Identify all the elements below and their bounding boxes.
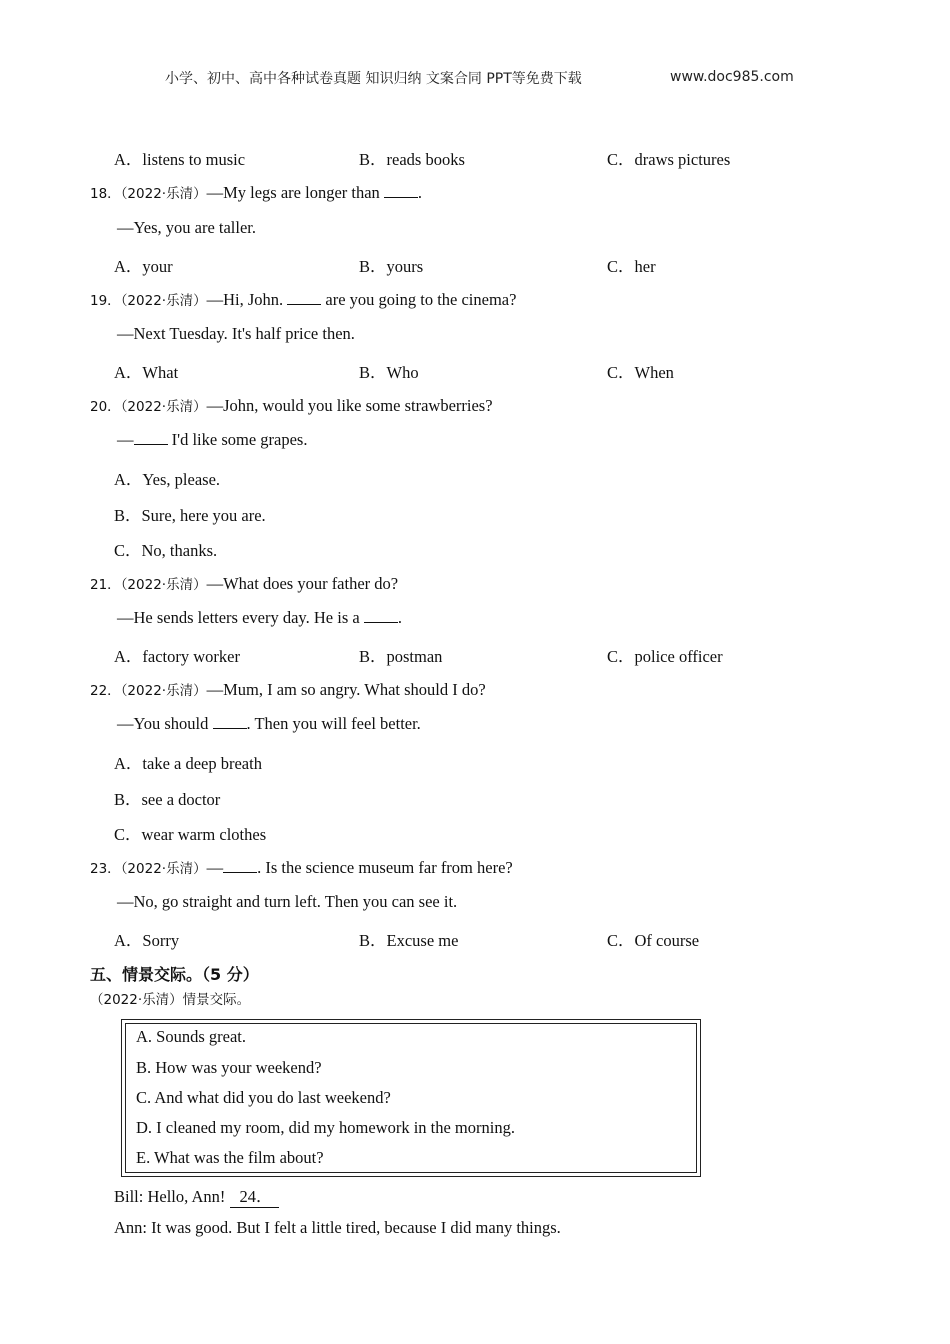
question-number: 20． [90,399,121,415]
q23-reply: —No, go straight and turn left. Then you can see it. [117,892,458,911]
reply-text: —You should [117,714,213,733]
answer-blank [213,728,247,729]
question-number: 19． [90,293,121,309]
question-text: —Mum, I am so angry. What should I do? [206,680,486,699]
q20-option-c: C．No, thanks. [114,541,218,560]
question-22 [90,679,486,700]
q18-option-c: C．her [607,257,656,276]
question-text-end: are you going to the cinema? [321,290,517,309]
section-subtitle: （2022·乐清）情景交际。 [90,992,251,1008]
answer-blank [287,304,321,305]
bill-line: Bill: Hello, Ann! [114,1187,230,1206]
answer-blank [134,444,168,445]
question-source: （2022·乐清） [120,683,207,699]
question-text-end: . [417,183,423,202]
question-19 [90,289,516,310]
question-source: （2022·乐清） [120,186,207,202]
q19-option-b: B．Who [359,363,419,382]
q21-option-c: C．police officer [607,647,723,666]
question-21 [90,573,398,594]
q19-option-c: C．When [607,363,674,382]
dialogue-bill [114,1183,279,1208]
reply-text-end: I'd like some grapes. [167,430,308,449]
question-number: 18． [90,186,121,202]
question-source: （2022·乐清） [120,293,207,309]
q18-option-a: A．your [114,257,173,276]
question-source: （2022·乐清） [120,577,207,593]
q22-option-c: C．wear warm clothes [114,825,267,844]
q21-option-a: A．factory worker [114,647,240,666]
section-title: 五、情景交际。（5 分） [90,965,259,984]
question-18 [90,182,422,203]
answer-blank [364,622,398,623]
q21-option-b: B．postman [359,647,443,666]
question-text: —John, would you like some strawberries? [206,396,493,415]
q17-option-a: A．listens to music [114,150,246,169]
box-option-c: C. And what did you do last weekend? [136,1088,391,1107]
question-source: （2022·乐清） [120,861,207,877]
options-box-inner [125,1023,697,1173]
q18-reply: —Yes, you are taller. [117,218,257,237]
q18-option-b: B．yours [359,257,424,276]
question-23 [90,857,513,878]
reply-text-end: . [397,608,402,627]
q20-reply [117,430,307,450]
q22-option-b: B．see a doctor [114,790,221,809]
box-option-b: B. How was your weekend? [136,1058,322,1077]
question-source: （2022·乐清） [120,399,207,415]
q23-option-c: C．Of course [607,931,700,950]
q23-option-b: B．Excuse me [359,931,459,950]
options-box [121,1019,701,1177]
question-text: —What does your father do? [206,574,399,593]
header-url[interactable]: www.doc985.com [670,69,794,85]
box-option-a: A. Sounds great. [136,1027,246,1046]
question-text: —My legs are longer than [206,183,384,202]
question-20 [90,395,493,416]
answer-blank [223,872,257,873]
answer-blank-24: 24． [230,1183,279,1208]
q19-option-a: A．What [114,363,179,382]
box-option-e: E. What was the film about? [136,1148,324,1167]
q19-reply: —Next Tuesday. It's half price then. [117,324,355,343]
box-option-d: D. I cleaned my room, did my homework in the morning. [136,1118,515,1137]
page-header: 小学、初中、高中各种试卷真题 知识归纳 文案合同 PPT等免费下载 [165,71,582,87]
q17-option-c: C．draws pictures [607,150,731,169]
reply-text: —He sends letters every day. He is a [117,608,364,627]
question-text-end: . Is the science museum far from here? [257,858,513,877]
q22-reply [117,714,421,734]
q22-option-a: A．take a deep breath [114,754,262,773]
q17-option-b: B．reads books [359,150,465,169]
reply-text-end: . Then you will feel better. [246,714,421,733]
q20-option-b: B．Sure, here you are. [114,506,266,525]
reply-text: — [117,430,134,449]
dialogue-ann: Ann: It was good. But I felt a little tired, because I did many things. [114,1218,561,1237]
question-number: 22． [90,683,121,699]
q21-reply [117,608,402,628]
q20-option-a: A．Yes, please. [114,470,221,489]
answer-blank [384,197,418,198]
q23-option-a: A．Sorry [114,931,180,950]
question-text: —Hi, John. [206,290,288,309]
question-number: 21． [90,577,121,593]
question-text: — [206,858,224,877]
question-number: 23． [90,861,121,877]
